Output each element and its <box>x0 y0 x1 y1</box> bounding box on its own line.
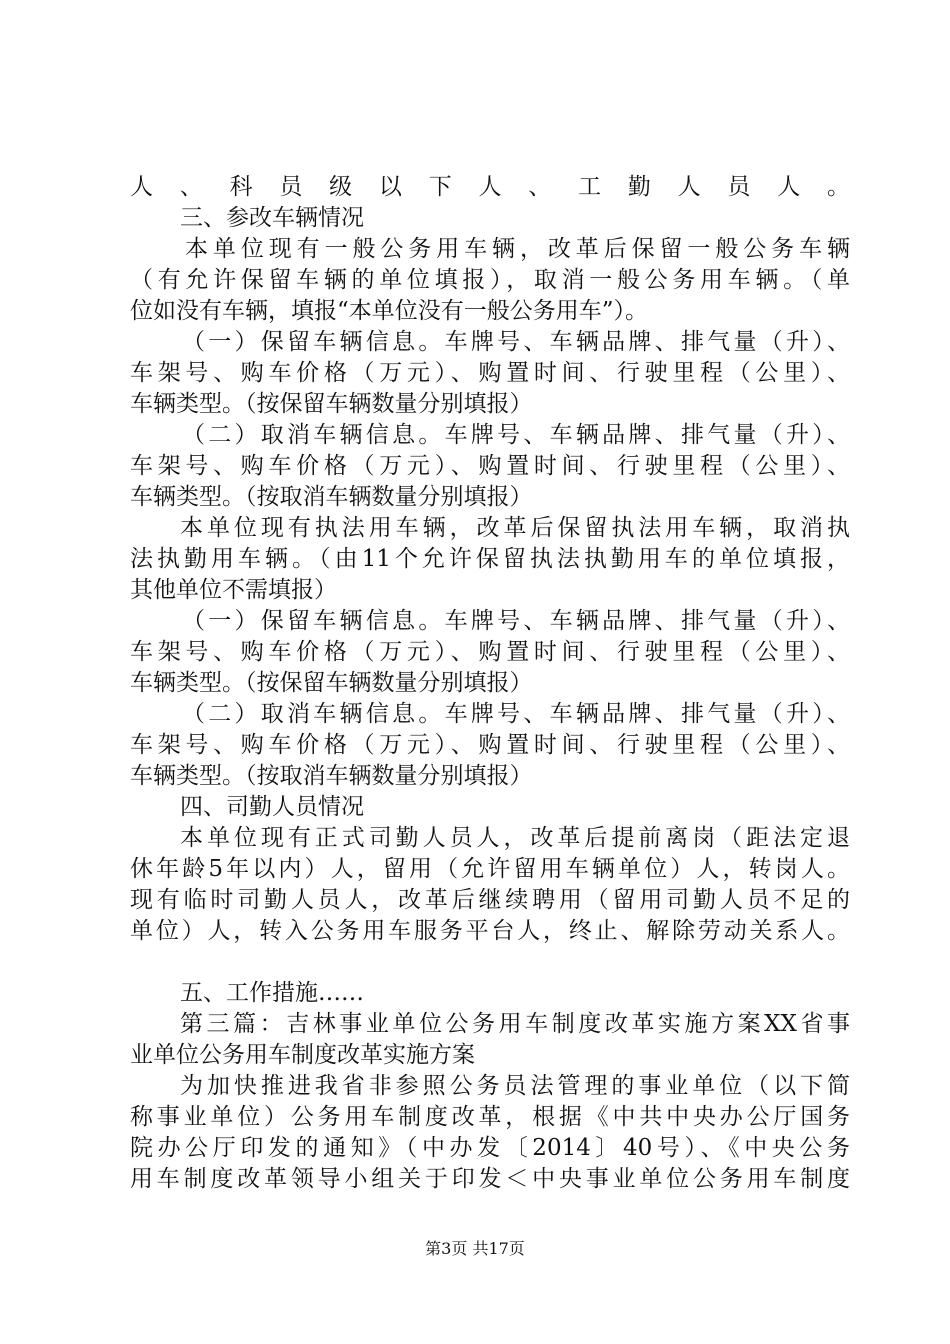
text-line: 法执勤用车辆。（由11个允许保留执法执勤用车的单位填报， <box>130 546 850 572</box>
document-body <box>130 172 850 1195</box>
text-line: 车辆类型。（按保留车辆数量分别填报） <box>130 670 533 696</box>
text-line: 车辆类型。（按保留车辆数量分别填报） <box>130 391 533 417</box>
text-line: （一）保留车辆信息。车牌号、车辆品牌、排气量（升）、 <box>182 329 850 355</box>
text-line: 为加快推进我省非参照公务员法管理的事业单位（以下简 <box>180 1073 850 1099</box>
section-heading: 五、工作措施…… <box>180 980 364 1006</box>
text-line: 车架号、购车价格（万元）、购置时间、行驶里程（公里）、 <box>130 453 850 479</box>
text-line: 称事业单位）公务用车制度改革，根据《中共中央办公厅国务 <box>130 1104 850 1130</box>
text-line: 本单位现有执法用车辆，改革后保留执法用车辆，取消执 <box>180 515 850 541</box>
text-line: 车架号、购车价格（万元）、购置时间、行驶里程（公里）、 <box>130 639 850 665</box>
text-line: 其他单位不需填报） <box>130 577 337 603</box>
text-line: 本单位现有正式司勤人员人，改革后提前离岗（距法定退 <box>180 825 850 851</box>
text-line: （二）取消车辆信息。车牌号、车辆品牌、排气量（升）、 <box>182 701 850 727</box>
text-line: 车辆类型。（按取消车辆数量分别填报） <box>130 763 533 789</box>
page-number: 第3页 共17页 <box>425 1239 525 1258</box>
text-line: （二）取消车辆信息。车牌号、车辆品牌、排气量（升）、 <box>182 422 850 448</box>
section-heading: 四、司勤人员情况 <box>180 794 364 820</box>
blank-line <box>130 947 850 978</box>
text-line: 车架号、购车价格（万元）、购置时间、行驶里程（公里）、 <box>130 732 850 758</box>
chapter-title: 第三篇：吉林事业单位公务用车制度改革实施方案XX省事 <box>180 1011 850 1037</box>
text-line: 单位）人，转入公务用车服务平台人，终止、解除劳动关系人。 <box>130 918 850 944</box>
text-line: （一）保留车辆信息。车牌号、车辆品牌、排气量（升）、 <box>182 608 850 634</box>
text-line: 用车制度改革领导小组关于印发＜中央事业单位公务用车制度 <box>130 1166 850 1192</box>
text-line: 本单位现有一般公务用车辆，改革后保留一般公务车辆 <box>185 236 850 262</box>
text-line: （有允许保留车辆的单位填报），取消一般公务用车辆。（单 <box>130 267 850 293</box>
text-line: 人、科员级以下人、工勤人员人。 <box>130 174 850 200</box>
text-line: 休年龄5年以内）人，留用（允许留用车辆单位）人，转岗人。 <box>130 856 850 882</box>
text-line: 车架号、购车价格（万元）、购置时间、行驶里程（公里）、 <box>130 360 850 386</box>
section-heading: 三、参改车辆情况 <box>180 205 364 231</box>
chapter-title: 业单位公务用车制度改革实施方案 <box>130 1042 475 1068</box>
text-line: 车辆类型。（按取消车辆数量分别填报） <box>130 484 533 510</box>
text-line: 现有临时司勤人员人，改革后继续聘用（留用司勤人员不足的 <box>130 887 850 913</box>
text-line: 位如没有车辆，填报“本单位没有一般公务用车”）。 <box>130 298 649 324</box>
text-line: 院办公厅印发的通知》（中办发〔2014〕40号）、《中央公务 <box>130 1135 850 1161</box>
